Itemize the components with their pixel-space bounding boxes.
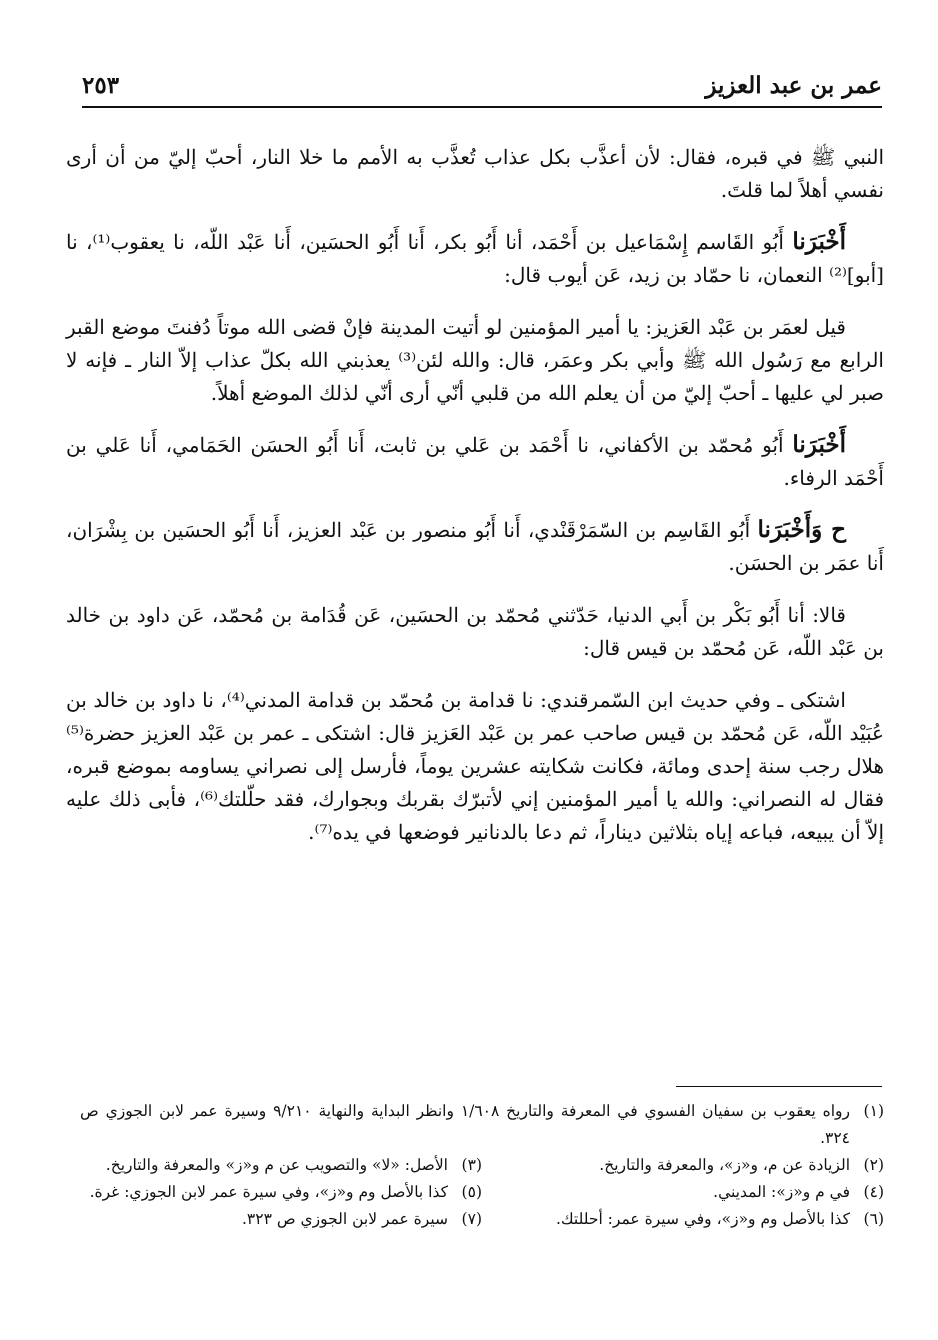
footnote-number: (٢) xyxy=(863,1156,884,1174)
footnote-separator xyxy=(676,1086,882,1087)
paragraph-text: قيل لعمَر بن عَبْد العَزيز: يا أمير المؤمنين لو أتيت المدينة فإنْ قضى الله موتاً دُفنتَ موضع القبر الرابع مع رَسُول الله ﷺ وأبي بكر وعمَر، قال: والله لئن⁽³⁾ يعذبني الله بكلّ عذاب إلاّ النار ـ فإنه لا صبر لي عليها ـ أحبّ إليّ من أن يعلم الله من قلبي أنّي أرى أنّي لذلك الموضع أهلاً. xyxy=(66,315,884,405)
footnote-5 xyxy=(80,1179,482,1206)
footnote-row xyxy=(80,1152,884,1179)
page-number: ٢٥٣ xyxy=(82,72,120,99)
header-title: عمر بن عبد العزيز xyxy=(705,72,882,99)
paragraph-5 xyxy=(66,513,884,580)
footnote-row xyxy=(80,1206,884,1233)
paragraph-2 xyxy=(66,225,884,292)
footnote-number: (٦) xyxy=(863,1210,884,1228)
paragraph-lead: أَخْبَرَنا xyxy=(792,431,846,458)
paragraph-6 xyxy=(66,598,884,665)
footnote-number: (٣) xyxy=(461,1156,482,1174)
footnotes xyxy=(80,1098,884,1233)
paragraph-lead: أَخْبَرَنا xyxy=(792,228,846,255)
footnote-text: في م و«ز»: المديني. xyxy=(713,1183,850,1201)
footnote-text: الأصل: «لا» والتصويب عن م و«ز» والمعرفة والتاريخ. xyxy=(105,1156,448,1174)
paragraph-1 xyxy=(66,140,884,207)
paragraph-text: أَبُو القَاسِم بن السّمَرْقَنْدي، أَنا أَبُو منصور بن عَبْد العزيز، أَنا أَبُو الحسَين بن بِشْرَان، أَنا عمَر بن الحسَن. xyxy=(66,518,884,575)
footnote-number: (٤) xyxy=(863,1183,884,1201)
footnote-3 xyxy=(80,1152,482,1179)
footnote-number: (١) xyxy=(863,1102,884,1120)
main-text xyxy=(66,140,884,867)
footnote-6 xyxy=(482,1206,884,1233)
footnote-row xyxy=(80,1179,884,1206)
paragraph-7 xyxy=(66,683,884,849)
paragraph-text: النبي ﷺ في قبره، فقال: لأن أعذَّب بكل عذاب تُعذَّب به الأمم ما خلا النار، أحبّ إليّ من أن أرى نفسي أهلاً لما قلتَ. xyxy=(66,145,884,202)
running-header xyxy=(82,70,882,108)
paragraph-lead: ح وَأَخْبَرَنا xyxy=(757,516,847,543)
footnote-4 xyxy=(482,1179,884,1206)
footnote-7 xyxy=(80,1206,482,1233)
paragraph-text: أَبُو مُحمّد بن الأكفاني، نا أَحْمَد بن عَلي بن ثابت، أَنا أَبُو الحسَن الحَمَامي، أَنا عَلي بن أَحْمَد الرفاء. xyxy=(66,433,884,490)
footnote-1 xyxy=(80,1098,884,1152)
paragraph-4 xyxy=(66,428,884,495)
footnote-text: كذا بالأصل وم و«ز»، وفي سيرة عمر لابن الجوزي: غرة. xyxy=(89,1183,448,1201)
paragraph-3 xyxy=(66,310,884,410)
footnote-text: الزيادة عن م، و«ز»، والمعرفة والتاريخ. xyxy=(599,1156,850,1174)
footnote-2 xyxy=(482,1152,884,1179)
paragraph-text: اشتكى ـ وفي حديث ابن السّمرقندي: نا قدامة بن مُحمّد بن قدامة المدني⁽⁴⁾، نا داود بن خالد بن عُبَيْد اللّه، عَن مُحمّد بن قيس صاحب عمر بن عَبْد العَزيز قال: اشتكى ـ عمر بن عَبْد العزيز حضرة⁽⁵⁾ هلال رجب سنة إحدى ومائة، فكانت شكايته عشرين يوماً، فأرسل إلى نصراني يساومه بموضع قبره، فقال له النصراني: والله يا أمير المؤمنين إني لأتبرّك بقربك وبجوارك، فقد حلّلتك⁽⁶⁾، فأبى ذلك عليه إلاّ أن يبيعه، فباعه إياه بثلاثين ديناراً، ثم دعا بالدنانير فوضعها في يده⁽⁷⁾. xyxy=(66,688,885,844)
paragraph-text: قالا: أنا أَبُو بَكْر بن أَبي الدنيا، حَدّثني مُحمّد بن الحسَين، عَن قُدَامة بن مُحمّد، عَن داود بن خالد بن عَبْد اللّه، عَن مُحمّد بن قيس قال: xyxy=(66,603,884,660)
footnote-number: (٥) xyxy=(461,1183,482,1201)
footnote-text: رواه يعقوب بن سفيان الفسوي في المعرفة والتاريخ ١/٦٠٨ وانظر البداية والنهاية ٩/٢١٠ وسيرة عمر لابن الجوزي ص ٣٢٤. xyxy=(80,1102,850,1147)
paragraph-text: أَبُو القَاسم إِسْمَاعيل بن أَحْمَد، أنا أَبُو بكر، أَنا أَبُو الحسَين، أَنا عَبْد اللّه، نا يعقوب⁽¹⁾، نا [أبو]⁽²⁾ النعمان، نا حمّاد بن زيد، عَن أيوب قال: xyxy=(66,230,884,287)
footnote-number: (٧) xyxy=(461,1210,482,1228)
footnote-text: كذا بالأصل وم و«ز»، وفي سيرة عمر: أحللتك. xyxy=(555,1210,850,1228)
footnote-text: سيرة عمر لابن الجوزي ص ٣٢٣. xyxy=(241,1210,448,1228)
